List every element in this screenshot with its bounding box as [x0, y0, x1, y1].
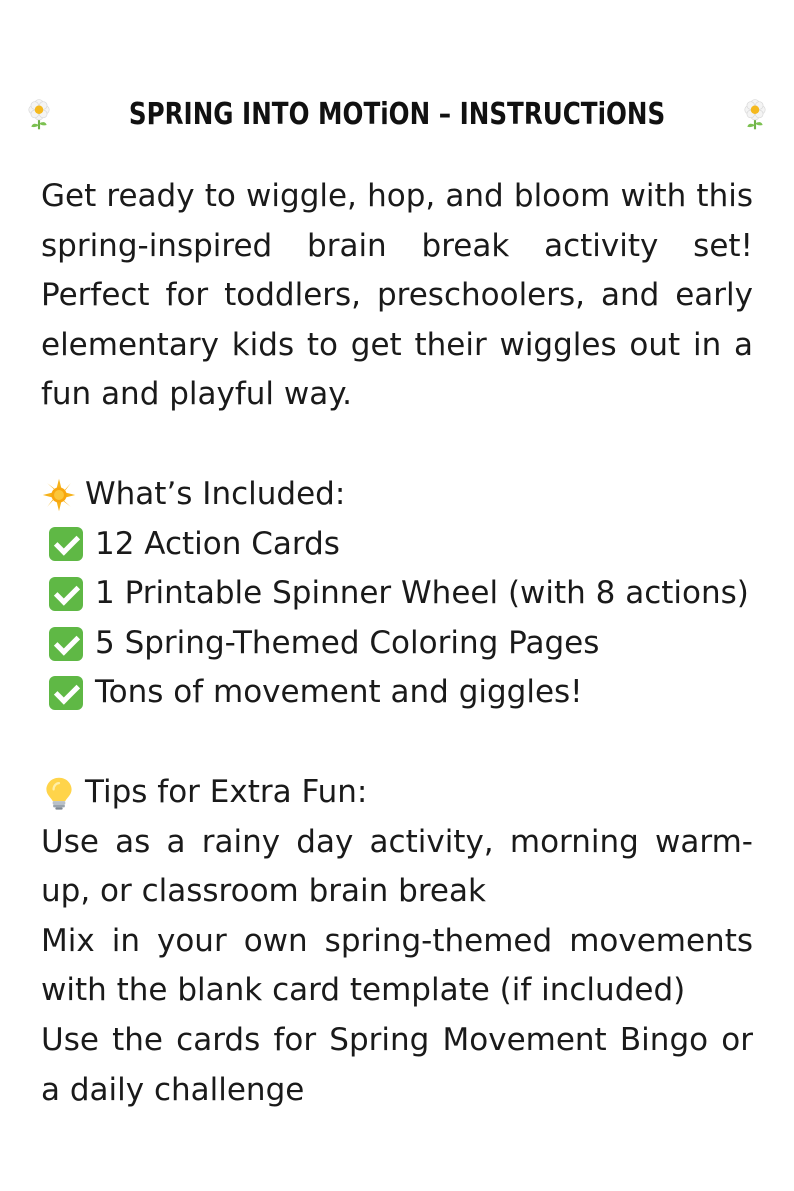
included-item-text: 12 Action Cards — [95, 525, 340, 562]
flower-icon — [22, 97, 56, 131]
list-item: Mix in your own spring-themed movements with the blank card template (if included) — [41, 922, 753, 1009]
included-item-text: 5 Spring-Themed Coloring Pages — [95, 624, 600, 661]
list-item — [41, 619, 753, 669]
included-section — [41, 470, 753, 718]
tips-heading-row — [41, 768, 753, 818]
check-icon — [49, 627, 83, 661]
check-icon — [49, 527, 83, 561]
flower-icon — [738, 97, 772, 131]
list-item — [41, 569, 753, 619]
included-item-text: Tons of movement and giggles! — [95, 674, 583, 711]
list-item: Use the cards for Spring Movement Bingo or a daily challenge — [41, 1021, 753, 1108]
intro-paragraph: Get ready to wiggle, hop, and bloom with this spring-inspired brain break activity set! Perfect for toddlers, preschoolers, and early elementary kids to get their wiggles out in a fun and playful way. — [41, 178, 753, 413]
list-item: Use as a rainy day activity, morning warm-up, or classroom brain break — [41, 823, 753, 910]
check-icon — [49, 577, 83, 611]
included-heading: What’s Included: — [85, 476, 346, 512]
star-icon — [41, 477, 77, 513]
tips-heading: Tips for Extra Fun: — [85, 774, 368, 810]
tips-section — [41, 768, 753, 1115]
list-item — [41, 520, 753, 570]
included-heading-row — [41, 470, 753, 520]
lightbulb-icon — [41, 775, 77, 811]
included-item-text: 1 Printable Spinner Wheel (with 8 actions) — [95, 575, 749, 612]
page-title: SPRING INTO MOTiON – INSTRUCTiONS — [128, 96, 666, 132]
check-icon — [49, 676, 83, 710]
list-item — [41, 668, 753, 718]
title-row — [0, 88, 794, 140]
